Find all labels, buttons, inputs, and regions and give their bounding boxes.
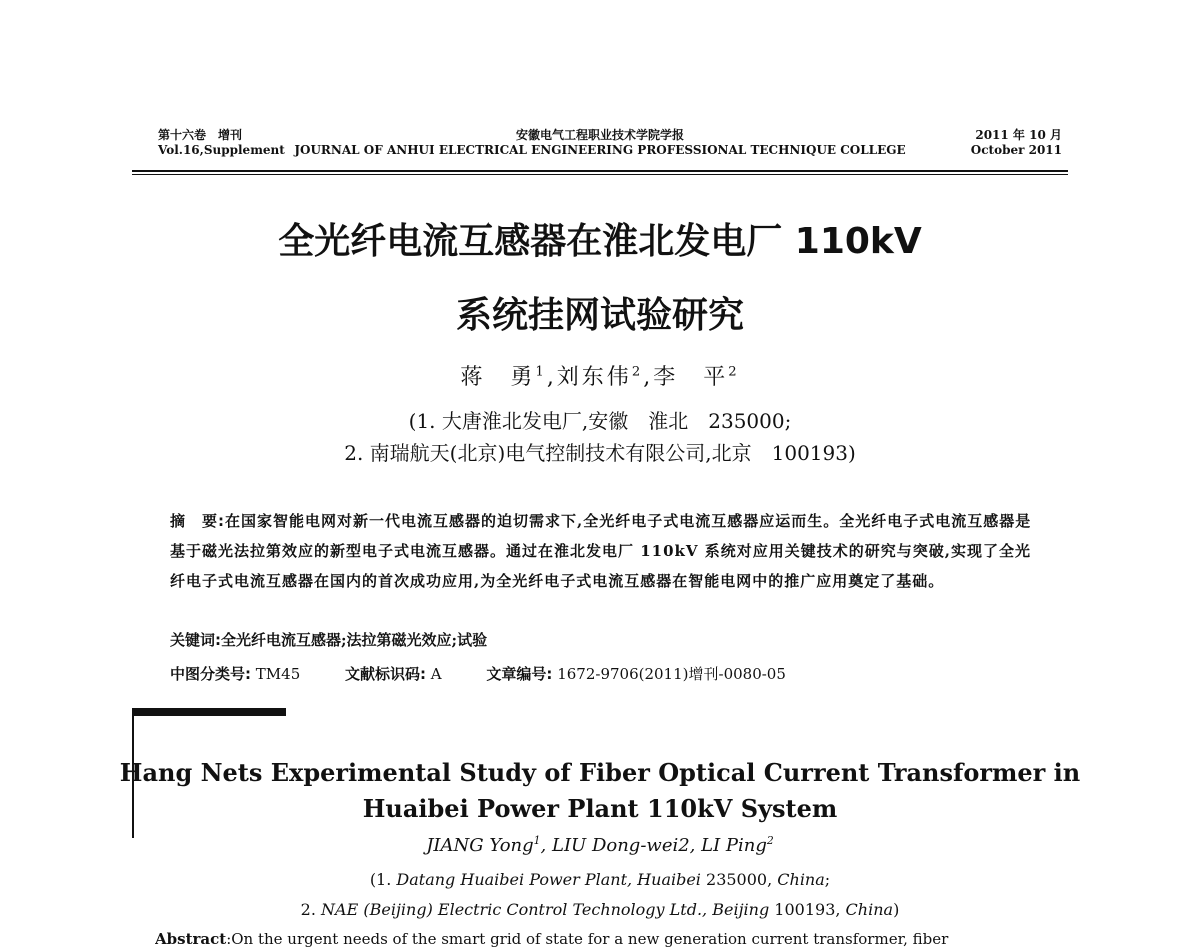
volume-en: Vol.16,Supplement bbox=[158, 143, 285, 157]
author-3-affil: 2 bbox=[728, 364, 740, 380]
affiliation-en-1 bbox=[0, 870, 1200, 889]
author-en-1: JIANG Yong bbox=[426, 835, 534, 856]
abstract-en-label: Abstract bbox=[155, 930, 227, 948]
clc-value: TM45 bbox=[255, 665, 301, 683]
keywords-label: 关键词: bbox=[170, 631, 221, 649]
author-1-affil: 1 bbox=[535, 364, 547, 380]
affil-en-1-country: China bbox=[777, 870, 825, 889]
authors-en bbox=[0, 834, 1200, 856]
affil-en-2-zip: 100193, bbox=[769, 900, 846, 919]
author-en-1-affil: 1 bbox=[533, 834, 541, 847]
title-zh-line1: 全光纤电流互感器在淮北发电厂 110kV bbox=[278, 221, 922, 262]
authors-zh bbox=[0, 360, 1200, 391]
affil-en-2-close: ) bbox=[893, 900, 900, 919]
affil-en-1-semi: ; bbox=[824, 870, 831, 889]
abstract-en-text: :On the urgent needs of the smart grid of state for a new generation current transformer, fiber bbox=[226, 930, 949, 948]
abstract-zh-label: 摘 要: bbox=[170, 512, 225, 530]
doc-code-value: A bbox=[430, 665, 442, 683]
author-2-affil: 2 bbox=[631, 364, 644, 380]
title-en-line2: Huaibei Power Plant 110kV System bbox=[362, 794, 838, 823]
clc-label: 中图分类号: bbox=[170, 665, 251, 683]
author-2: ,刘东伟 bbox=[546, 365, 632, 390]
affil-en-1-org: Datang Huaibei Power Plant, Huaibei bbox=[396, 870, 701, 889]
header-rule-thick bbox=[132, 170, 1068, 172]
abstract-zh bbox=[170, 506, 1040, 596]
article-no-value: 1672-9706(2011)增刊-0080-05 bbox=[557, 665, 786, 683]
keywords-text: 全光纤电流互感器;法拉第磁光效应;试验 bbox=[221, 631, 488, 649]
title-zh-line2: 系统挂网试验研究 bbox=[455, 295, 744, 336]
article-no-label: 文章编号: bbox=[486, 665, 553, 683]
journal-date bbox=[944, 128, 1062, 158]
author-3: ,李 平 bbox=[643, 365, 729, 390]
header-rule-thin bbox=[132, 174, 1068, 175]
abstract-zh-text: 在国家智能电网对新一代电流互感器的迫切需求下,全光纤电子式电流互感器应运而生。全光纤电子式电流互感器是基于磁光法拉第效应的新型电子式电流互感器。通过在淮北发电厂 110kV 系统对应用关键技术的研究与突破,实现了全光纤电子式电流互感器在国内的首次成功应用,为全光纤电子式电流互感器在智能电网中的推广应用奠定了基础。 bbox=[170, 512, 1032, 590]
title-en-line1: Hang Nets Experimental Study of Fiber Optical Current Transformer in bbox=[119, 758, 1081, 787]
section-bar-horizontal bbox=[132, 708, 286, 716]
abstract-en bbox=[155, 930, 1055, 948]
affiliation-en-2 bbox=[0, 900, 1200, 919]
affil-en-2-country: China bbox=[845, 900, 894, 919]
author-en-3-affil: 2 bbox=[766, 834, 774, 847]
keywords-zh bbox=[170, 628, 487, 652]
date-zh: 2011 年 10 月 bbox=[975, 128, 1062, 142]
affil-en-1-num: (1. bbox=[369, 870, 397, 889]
affil-en-1-zip: 235000, bbox=[700, 870, 778, 889]
classification-line bbox=[170, 662, 786, 686]
affil-en-2-org: NAE (Beijing) Electric Control Technology Ltd., Beijing bbox=[321, 900, 770, 919]
affil-en-2-num: 2. bbox=[300, 900, 322, 919]
author-en-rest: , LIU Dong-wei2, LI Ping bbox=[540, 835, 767, 856]
author-1: 蒋 勇 bbox=[460, 365, 536, 390]
volume-zh: 第十六卷 增刊 bbox=[158, 128, 243, 142]
journal-name-zh: 安徽电气工程职业技术学院学报 bbox=[515, 128, 684, 142]
doc-code-label: 文献标识码: bbox=[345, 665, 427, 683]
affiliation-zh-2: 2. 南瑞航天(北京)电气控制技术有限公司,北京 100193) bbox=[344, 441, 856, 465]
affiliation-zh-1: (1. 大唐淮北发电厂,安徽 淮北 235000; bbox=[408, 409, 792, 433]
journal-name-en: JOURNAL OF ANHUI ELECTRICAL ENGINEERING PROFESSIONAL TECHNIQUE COLLEGE bbox=[294, 143, 906, 157]
date-en: October 2011 bbox=[970, 143, 1062, 157]
